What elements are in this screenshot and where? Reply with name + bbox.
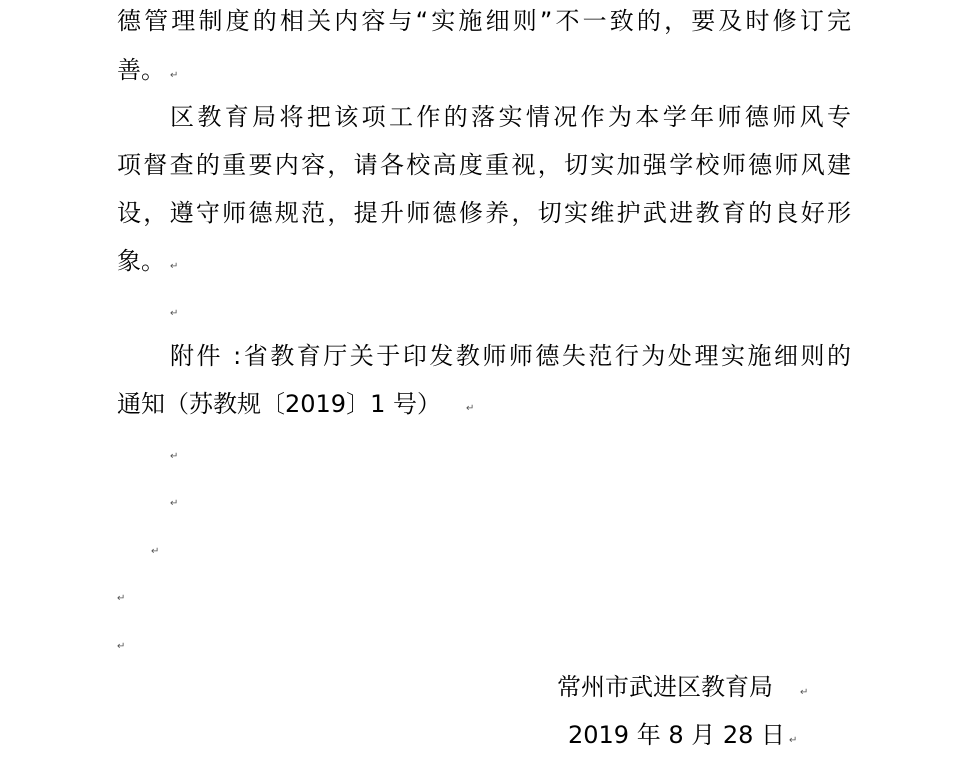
- paragraph-mark: ↵: [800, 687, 809, 698]
- paragraph-line: 德管理制度的相关内容与“实施细则”不一致的，要及时修订完: [117, 7, 851, 35]
- paragraph-mark: ↵: [170, 498, 179, 509]
- issue-date: 2019 年 8 月 28 日: [568, 721, 786, 749]
- paragraph-mark: ↵: [117, 593, 126, 604]
- attachment-line: 附件 :省教育厅关于印发教师师德失范行为处理实施细则的: [170, 342, 851, 370]
- paragraph-mark: ↵: [170, 70, 179, 81]
- paragraph-mark: ↵: [151, 546, 160, 557]
- paragraph-line: 象。: [117, 247, 165, 275]
- paragraph-line: 设，遵守师德规范，提升师德修养，切实维护武进教育的良好形: [117, 199, 851, 227]
- paragraph-mark: ↵: [170, 308, 179, 319]
- paragraph-line: 区教育局将把该项工作的落实情况作为本学年师德师风专: [170, 103, 851, 131]
- issuer-name: 常州市武进区教育局: [557, 673, 773, 701]
- paragraph-mark: ↵: [117, 641, 126, 652]
- paragraph-line: 善。: [117, 56, 165, 84]
- paragraph-mark: ↵: [170, 451, 179, 462]
- paragraph-mark: ↵: [170, 261, 179, 272]
- attachment-line: 通知（苏教规〔2019〕1 号）: [117, 390, 441, 418]
- paragraph-line: 项督查的重要内容，请各校高度重视，切实加强学校师德师风建: [117, 151, 851, 179]
- paragraph-mark: ↵: [789, 735, 798, 746]
- paragraph-mark: ↵: [466, 403, 475, 414]
